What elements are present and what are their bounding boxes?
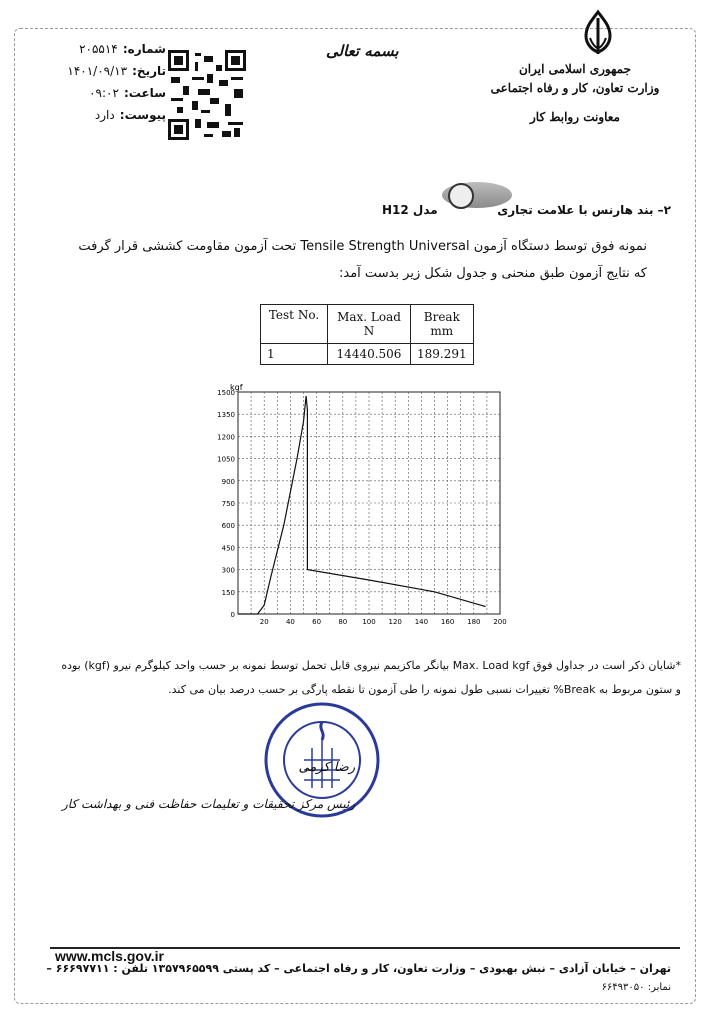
signer-title: رئیس مرکز تحقیقات و تعلیمات حفاظت فنی و بهداشت کار: [62, 797, 356, 811]
footer-fax: نمابر: ۶۶۴۹۳۰۵۰: [601, 982, 671, 993]
cell-break: 189.291: [411, 344, 474, 365]
brand-logo-icon: [448, 183, 474, 209]
note-line-2: و ستون مربوط به Break% تغییرات نسبی طول نمونه را طی آزمون تا نقطه پارگی بر حسب درصد بیان می کند.: [168, 683, 681, 696]
chart-y-axis-label: kgf: [230, 383, 243, 392]
chart-series-line: [238, 396, 486, 614]
cell-max-load: 14440.506: [328, 344, 411, 365]
body-line-1: نمونه فوق توسط دستگاه آزمون Tensile Strength Universal تحت آزمون مقاومت کششی قرار گرفت: [78, 239, 647, 254]
chart-y-tick-label: 300: [221, 566, 235, 575]
chart-y-tick-label: 750: [221, 500, 235, 508]
number-value: ۲۰۵۵۱۴: [79, 42, 118, 56]
footer-address: تهران – خیابان آزادی – نبش بهبودی – وزارت تعاون، کار و رفاه اجتماعی – کد پستی ۱۳۵۷۹۶۵۵۹۹ تلفن : ۶۶۶۹۷۷۱۱ –: [46, 962, 671, 975]
note-line-1: *شایان ذکر است در جداول فوق Max. Load kgf بیانگر ماکزیمم نیروی قابل تحمل توسط نمونه بر حسب واحد کیلوگرم نیرو (kgf) بوده: [61, 659, 681, 672]
chart-x-tick-label: 120: [388, 618, 402, 626]
chart-y-tick-label: 0: [230, 611, 235, 619]
chart-y-ticks: [217, 389, 235, 619]
chart-x-tick-label: 20: [259, 618, 269, 626]
body-line-2: که نتایج آزمون طبق منحنی و جدول شکل زیر بدست آمد:: [339, 266, 647, 281]
date-label: تاریخ:: [132, 64, 166, 78]
iran-emblem-icon: [578, 8, 618, 58]
qr-code-icon: [168, 50, 246, 140]
ministry-line-1: جمهوری اسلامی ایران: [518, 62, 632, 76]
chart-y-tick-label: 1500: [217, 389, 235, 397]
chart-x-tick-label: 100: [362, 618, 376, 626]
chart-y-tick-label: 1050: [217, 455, 235, 464]
load-elongation-chart: [210, 380, 520, 630]
date-value: ۱۴۰۱/۰۹/۱۳: [67, 64, 128, 78]
table-row: [261, 344, 474, 365]
ministry-line-3: معاونت روابط کار: [530, 110, 620, 124]
signature-block: [62, 760, 355, 811]
cell-test-no: 1: [261, 344, 328, 365]
header-test-no: Test No.: [261, 305, 328, 344]
chart-x-tick-label: 200: [493, 618, 507, 626]
section-title: ۲– بند هارنس با علامت تجاری: [497, 203, 671, 217]
table-header-row: [261, 305, 474, 344]
results-table: [260, 304, 474, 365]
footer-website-link[interactable]: www.mcls.gov.ir: [55, 948, 164, 964]
chart-y-tick-label: 900: [221, 477, 235, 486]
letter-meta: [56, 38, 166, 126]
number-row: [56, 38, 166, 60]
date-row: [56, 60, 166, 82]
chart-y-tick-label: 1200: [217, 433, 235, 442]
number-label: شماره:: [122, 42, 166, 56]
header-break: Break mm: [411, 305, 474, 344]
header-max-load: Max. Load N: [328, 305, 411, 344]
chart-x-tick-label: 160: [440, 618, 455, 626]
signer-name: رضا کرمی: [298, 760, 356, 775]
chart-x-ticks: [260, 618, 507, 626]
chart-x-tick-label: 80: [338, 618, 348, 626]
chart-x-tick-label: 180: [467, 618, 481, 626]
time-row: [56, 82, 166, 104]
model-label: مدل H12: [382, 203, 438, 217]
chart-y-tick-label: 150: [221, 588, 235, 597]
chart-y-tick-label: 1350: [217, 411, 235, 420]
bismillah-heading: بسمه تعالی: [326, 42, 399, 60]
attach-value: دارد: [94, 108, 115, 122]
ministry-line-2: وزارت تعاون، کار و رفاه اجتماعی: [490, 81, 660, 95]
chart-y-tick-label: 600: [221, 522, 235, 531]
chart-x-tick-label: 40: [285, 618, 295, 626]
chart-grid: [238, 392, 500, 614]
time-label: ساعت:: [123, 86, 166, 100]
chart-y-tick-label: 450: [221, 544, 235, 553]
attach-row: [56, 104, 166, 126]
time-value: ۰۹:۰۲: [89, 86, 119, 100]
attach-label: پیوست:: [119, 108, 166, 122]
chart-x-tick-label: 60: [312, 618, 322, 626]
chart-x-tick-label: 140: [414, 618, 429, 626]
ministry-block: [485, 60, 665, 127]
